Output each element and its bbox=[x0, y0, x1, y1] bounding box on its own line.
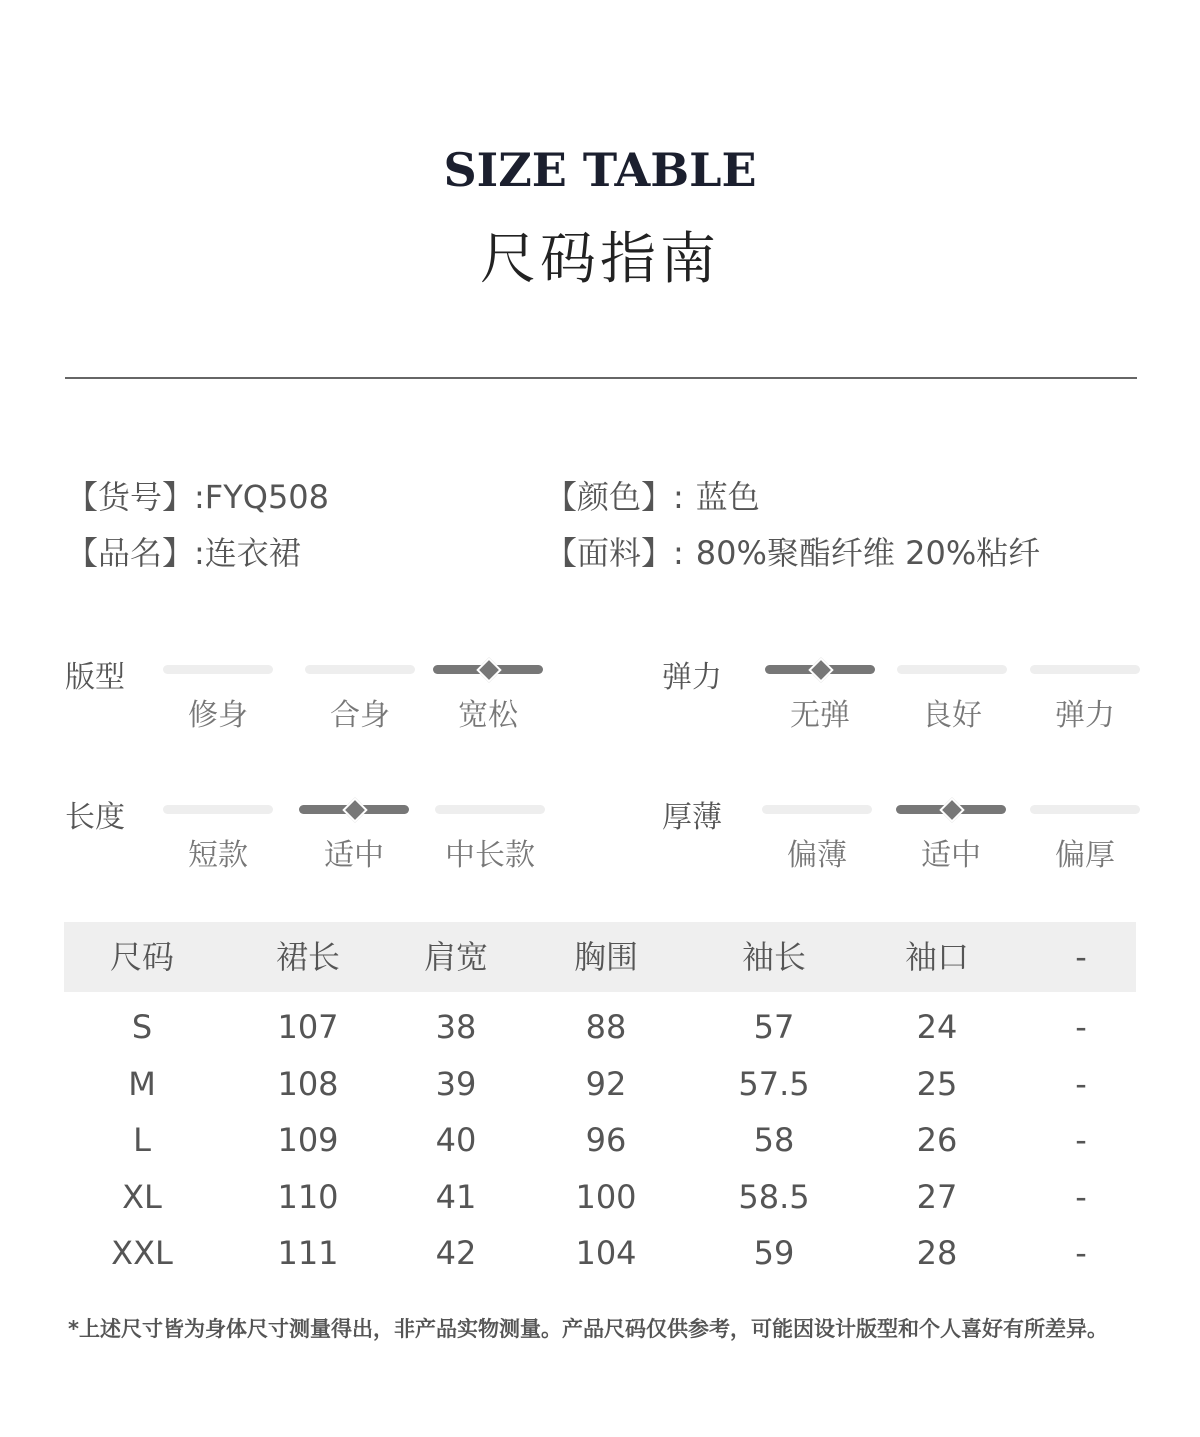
divider bbox=[65, 377, 1137, 379]
table-cell: 25 bbox=[916, 1065, 958, 1103]
stretch-option: 弹力 bbox=[1055, 698, 1115, 733]
table-cell: 104 bbox=[575, 1234, 637, 1272]
thickness-scale-bar bbox=[762, 805, 872, 814]
table-cell: 100 bbox=[575, 1178, 637, 1216]
table-cell: 27 bbox=[916, 1178, 958, 1216]
fabric-info bbox=[545, 528, 1040, 574]
table-cell: 40 bbox=[435, 1121, 477, 1159]
stretch-option: 良好 bbox=[922, 698, 982, 733]
stretch-scale-bar bbox=[1030, 665, 1140, 674]
thickness-scale-bar bbox=[1030, 805, 1140, 814]
column-header: - bbox=[1075, 938, 1087, 976]
product-name-value: 连衣裙 bbox=[204, 534, 301, 572]
title-english: SIZE TABLE bbox=[443, 143, 757, 197]
table-cell: - bbox=[1075, 1121, 1087, 1159]
table-cell: 58 bbox=[753, 1121, 795, 1159]
thickness-option: 偏薄 bbox=[787, 838, 847, 873]
length-option: 中长款 bbox=[445, 838, 535, 873]
table-cell: 96 bbox=[585, 1121, 627, 1159]
color-label: 【颜色】: bbox=[545, 478, 684, 516]
fabric-label: 【面料】: bbox=[545, 534, 684, 572]
stretch-option: 无弹 bbox=[790, 698, 850, 733]
stretch-scale-bar bbox=[897, 665, 1007, 674]
fit-scale-bar bbox=[163, 665, 273, 674]
table-cell: 109 bbox=[277, 1121, 339, 1159]
column-header: 胸围 bbox=[573, 938, 638, 976]
table-cell: 111 bbox=[277, 1234, 339, 1272]
thickness-indicator-icon bbox=[939, 797, 964, 822]
table-cell: - bbox=[1075, 1008, 1087, 1046]
table-cell: 107 bbox=[277, 1008, 339, 1046]
column-header: 袖长 bbox=[741, 938, 806, 976]
table-cell: 110 bbox=[277, 1178, 339, 1216]
table-cell: S bbox=[131, 1008, 153, 1046]
column-header: 袖口 bbox=[904, 938, 969, 976]
table-cell: 24 bbox=[916, 1008, 958, 1046]
stretch-label: 弹力 bbox=[662, 660, 722, 695]
table-cell: 38 bbox=[435, 1008, 477, 1046]
title-chinese: 尺码指南 bbox=[480, 227, 720, 292]
fabric-value: 80%聚酯纤维 20%粘纤 bbox=[695, 534, 1041, 572]
fit-option: 修身 bbox=[188, 698, 248, 733]
table-cell: XL bbox=[122, 1178, 162, 1216]
length-scale-bar bbox=[163, 805, 273, 814]
fit-indicator-icon bbox=[476, 657, 501, 682]
column-header: 肩宽 bbox=[423, 938, 488, 976]
table-cell: - bbox=[1075, 1065, 1087, 1103]
table-cell: 28 bbox=[916, 1234, 958, 1272]
length-indicator-icon bbox=[342, 797, 367, 822]
table-header bbox=[64, 922, 1136, 992]
table-cell: M bbox=[128, 1065, 156, 1103]
column-header: 尺码 bbox=[109, 938, 174, 976]
fit-scale-bar bbox=[305, 665, 415, 674]
color-info bbox=[545, 472, 760, 518]
table-cell: L bbox=[133, 1121, 151, 1159]
fit-option: 宽松 bbox=[458, 698, 518, 733]
table-cell: 57.5 bbox=[738, 1065, 810, 1103]
fit-scale-bar bbox=[433, 665, 543, 674]
thickness-scale-bar bbox=[896, 805, 1006, 814]
product-name bbox=[66, 528, 301, 574]
table-cell: 59 bbox=[753, 1234, 795, 1272]
table-cell: - bbox=[1075, 1234, 1087, 1272]
thickness-label: 厚薄 bbox=[662, 800, 722, 835]
table-cell: 108 bbox=[277, 1065, 339, 1103]
length-option: 短款 bbox=[188, 838, 248, 873]
table-cell: 41 bbox=[435, 1178, 477, 1216]
fit-option: 合身 bbox=[330, 698, 390, 733]
product-name-label: 【品名】: bbox=[66, 534, 205, 572]
table-cell: 39 bbox=[435, 1065, 477, 1103]
table-cell: 42 bbox=[435, 1234, 477, 1272]
table-cell: 57 bbox=[753, 1008, 795, 1046]
table-cell: 26 bbox=[916, 1121, 958, 1159]
table-cell: 92 bbox=[585, 1065, 627, 1103]
fit-label: 版型 bbox=[65, 660, 125, 695]
column-header: 裙长 bbox=[275, 938, 340, 976]
color-value: 蓝色 bbox=[695, 478, 760, 516]
length-label: 长度 bbox=[65, 800, 125, 835]
item-number-value: FYQ508 bbox=[204, 478, 330, 516]
length-scale-bar bbox=[299, 805, 409, 814]
table-cell: 58.5 bbox=[738, 1178, 810, 1216]
footnote: *上述尺寸皆为身体尺寸测量得出，非产品实物测量。产品尺码仅供参考，可能因设计版型和个人喜好有所差异。 bbox=[68, 1317, 1108, 1341]
stretch-scale-bar bbox=[765, 665, 875, 674]
item-number bbox=[66, 472, 329, 518]
thickness-option: 偏厚 bbox=[1055, 838, 1115, 873]
stretch-indicator-icon bbox=[808, 657, 833, 682]
length-option: 适中 bbox=[324, 838, 384, 873]
item-number-label: 【货号】: bbox=[66, 478, 205, 516]
length-scale-bar bbox=[435, 805, 545, 814]
table-cell: XXL bbox=[111, 1234, 173, 1272]
table-cell: - bbox=[1075, 1178, 1087, 1216]
table-cell: 88 bbox=[585, 1008, 627, 1046]
thickness-option: 适中 bbox=[921, 838, 981, 873]
